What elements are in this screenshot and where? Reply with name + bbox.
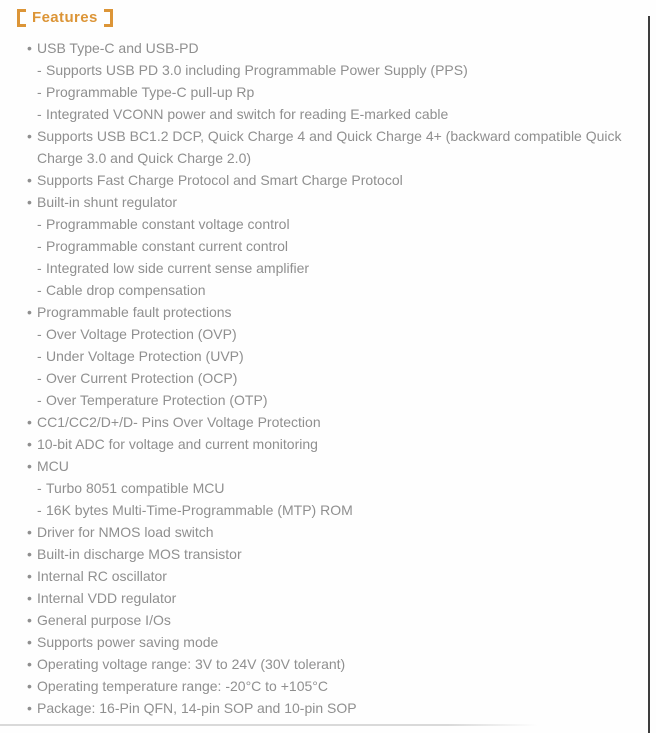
right-edge-line [648,16,650,733]
feature-item [0,59,636,81]
feature-item [0,609,636,631]
bullet-marker: • [27,546,32,562]
feature-item [0,675,636,697]
feature-item [0,213,636,235]
feature-item [0,477,636,499]
bullet-marker: • [27,128,32,144]
feature-item [0,653,636,675]
bullet-marker: • [27,612,32,628]
bullet-marker: • [27,194,32,210]
feature-text: Supports power saving mode [37,634,219,650]
feature-item [0,169,636,191]
feature-text: Under Voltage Protection (UVP) [46,348,244,364]
dash-marker: - [37,480,42,496]
dash-marker: - [37,326,42,342]
dash-marker: - [37,216,42,232]
feature-text: Over Temperature Protection (OTP) [46,392,268,408]
bullet-marker: • [27,40,32,56]
dash-marker: - [37,238,42,254]
feature-item [0,631,636,653]
bullet-marker: • [27,678,32,694]
dash-marker: - [37,348,42,364]
right-lenticular-bracket-icon [104,9,113,27]
feature-item [0,301,636,323]
bullet-marker: • [27,304,32,320]
feature-item [0,587,636,609]
feature-item [0,125,636,169]
feature-text: Programmable Type-C pull-up Rp [46,84,255,100]
feature-text: Internal RC oscillator [37,568,167,584]
feature-item [0,433,636,455]
feature-item [0,235,636,257]
feature-item [0,81,636,103]
feature-text: Programmable constant voltage control [46,216,290,232]
feature-text: Driver for NMOS load switch [37,524,214,540]
feature-text: Operating voltage range: 3V to 24V (30V tolerant) [37,656,346,672]
section-title: Features [32,9,98,26]
feature-text: Built-in discharge MOS transistor [37,546,242,562]
feature-item [0,323,636,345]
feature-text: Supports Fast Charge Protocol and Smart Charge Protocol [37,172,403,188]
bullet-marker: • [27,634,32,650]
feature-text: Programmable constant current control [46,238,288,254]
feature-item [0,411,636,433]
feature-text: 10-bit ADC for voltage and current monitoring [37,436,318,452]
bullet-marker: • [27,524,32,540]
feature-text: MCU [37,458,69,474]
bottom-divider [0,724,640,726]
feature-item [0,103,636,125]
feature-text: 16K bytes Multi-Time-Programmable (MTP) ROM [46,502,353,518]
feature-text: Turbo 8051 compatible MCU [46,480,225,496]
feature-text: USB Type-C and USB-PD [37,40,199,56]
bullet-marker: • [27,656,32,672]
feature-item [0,697,636,719]
dash-marker: - [37,84,42,100]
feature-list [0,37,636,719]
dash-marker: - [37,106,42,122]
feature-text: Programmable fault protections [37,304,232,320]
feature-item [0,345,636,367]
feature-text: Built-in shunt regulator [37,194,178,210]
dash-marker: - [37,62,42,78]
bullet-marker: • [27,172,32,188]
bullet-marker: • [27,568,32,584]
feature-item [0,521,636,543]
bullet-marker: • [27,458,32,474]
dash-marker: - [37,370,42,386]
feature-text: CC1/CC2/D+/D- Pins Over Voltage Protection [37,414,321,430]
dash-marker: - [37,502,42,518]
feature-text: Operating temperature range: -20°C to +105°C [37,678,328,694]
feature-text: Internal VDD regulator [37,590,177,606]
bullet-marker: • [27,436,32,452]
feature-item [0,257,636,279]
bullet-marker: • [27,590,32,606]
bullet-marker: • [27,414,32,430]
feature-text: Integrated low side current sense amplifier [46,260,310,276]
feature-item [0,389,636,411]
feature-text: Package: 16-Pin QFN, 14-pin SOP and 10-pin SOP [37,700,357,716]
feature-text: Supports USB PD 3.0 including Programmable Power Supply (PPS) [46,62,468,78]
dash-marker: - [37,260,42,276]
feature-text: Over Voltage Protection (OVP) [46,326,237,342]
feature-item [0,191,636,213]
dash-marker: - [37,392,42,408]
feature-text: General purpose I/Os [37,612,171,628]
left-lenticular-bracket-icon [17,9,26,27]
feature-item [0,279,636,301]
feature-item [0,367,636,389]
feature-text: Over Current Protection (OCP) [46,370,238,386]
feature-item [0,565,636,587]
feature-item [0,455,636,477]
feature-item [0,499,636,521]
dash-marker: - [37,282,42,298]
bullet-marker: • [27,700,32,716]
feature-text: Supports USB BC1.2 DCP, Quick Charge 4 and Quick Charge 4+ (backward compatible Quick Charge 3.0 and Quick Charge 2.0) [37,128,622,166]
section-header [17,8,656,27]
feature-item [0,543,636,565]
feature-item [0,37,636,59]
feature-text: Integrated VCONN power and switch for reading E-marked cable [46,106,449,122]
feature-text: Cable drop compensation [46,282,206,298]
